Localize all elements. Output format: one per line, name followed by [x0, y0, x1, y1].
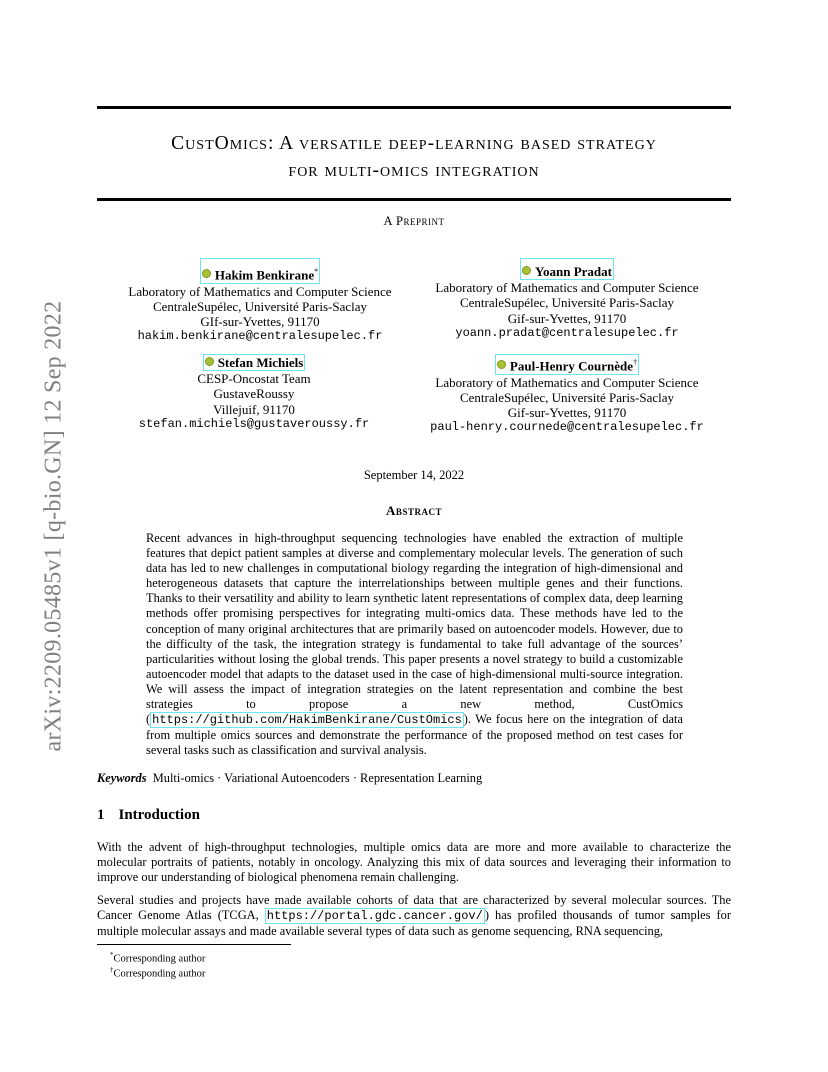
orcid-icon — [522, 266, 531, 275]
author-name-link[interactable] — [203, 354, 306, 371]
author-institution: CentraleSupélec, Université Paris-Saclay — [152, 298, 368, 314]
author-name: Stefan Michiels — [217, 355, 304, 370]
footnote-rule — [97, 944, 291, 945]
author-block-3 — [104, 354, 404, 432]
section-number: 1 — [97, 807, 105, 823]
publication-date: September 14, 2022 — [363, 468, 465, 482]
title-line-1: CustOmics: A versatile deep-learning based strategy — [171, 133, 657, 154]
author-name-link[interactable] — [200, 258, 320, 284]
footnote-text: Corresponding author — [113, 953, 206, 965]
keywords — [97, 771, 482, 786]
author-name-link[interactable] — [520, 258, 614, 280]
author-email[interactable]: stefan.michiels@gustaveroussy.fr — [138, 416, 370, 431]
intro-paragraph-2 — [97, 893, 731, 939]
footnote-2 — [110, 963, 205, 982]
orcid-icon — [202, 269, 211, 278]
author-affiliation: Laboratory of Mathematics and Computer Science — [435, 280, 699, 296]
author-block-2 — [417, 258, 717, 341]
author-name: Yoann Pradat — [535, 264, 612, 279]
preprint-label: A Preprint — [383, 214, 445, 228]
orcid-icon — [205, 357, 214, 366]
intro-paragraph-1: With the advent of high-throughput technologies, multiple omics data are more and more available to characterize the molecular portraits of patients, notably in oncology. Analyzing this mix of data sources and leveraging their information to improve our understanding of biological phenomena remain challenging. — [97, 840, 731, 885]
keywords-label: Keywords — [97, 771, 147, 785]
author-institution: GustaveRoussy — [213, 386, 295, 402]
author-block-1 — [110, 258, 410, 344]
author-institution: CentraleSupélec, Université Paris-Saclay — [459, 389, 675, 405]
author-address: Gif-sur-Yvettes, 91170 — [507, 404, 627, 420]
footnote-mark: † — [110, 966, 114, 974]
intro-text-end: ) has profiled thousands of tumor samples for multiple molecular assays and made available several types of data such as genome sequencing, RNA sequencing, — [97, 908, 732, 939]
author-address: Gif-sur-Yvettes, 91170 — [507, 310, 627, 326]
author-address: Villejuif, 91170 — [213, 401, 295, 417]
abstract-text-end: ). We focus here on the integration of data from multiple omics sources and demonstrate the performance of the proposed method on test cases for several tasks such as classification and survival analysis. — [146, 712, 683, 758]
author-mark: * — [314, 267, 319, 276]
abstract-text: Recent advances in high-throughput sequencing technologies have enabled the extraction of multiple features that depict patient samples at diverse and complementary molecular levels. The generation of such data has led to new challenges in computational biology regarding the integration of high-dimensional and heterogeneous datasets that capture the interrelationships between multiple genes and their functions. Thanks to their versatility and ability to learn synthetic latent representations of complex data, deep learning methods offer promising perspectives for integrating multi-omics data. These methods have led to the conception of many original architectures that are primarily based on autoencoder models. However, due to the difficulty of the task, the integration strategy is fundamental to take full advantage of the sources’ particularities without losing the global trends. This paper presents a novel strategy to build a customizable autoencoder model that adapts to the dataset used in the case of high-dimensional multi-source integration. We will assess the impact of integration strategies on the latent representation and combine the best strategies to propose a new method, CustOmics ( — [146, 531, 683, 727]
orcid-icon — [497, 360, 506, 369]
author-institution: CentraleSupélec, Université Paris-Saclay — [459, 295, 675, 311]
title-top-rule — [97, 106, 731, 109]
intro-text: Several studies and projects have made available cohorts of data that are characterized by several molecular sources. The Cancer Genome Atlas (TCGA, — [97, 893, 731, 923]
author-name-link[interactable] — [495, 354, 639, 375]
footnote-text: Corresponding author — [113, 968, 206, 980]
gdc-portal-link[interactable]: https://portal.gdc.cancer.gov/ — [266, 909, 483, 924]
author-email[interactable]: hakim.benkirane@centralesupelec.fr — [137, 329, 383, 344]
title-line-2: for multi-omics integration — [288, 160, 540, 181]
abstract-heading: Abstract — [386, 503, 442, 518]
author-name: Hakim Benkirane — [214, 267, 315, 283]
author-mark: † — [633, 358, 638, 367]
author-block-4 — [402, 354, 732, 435]
author-affiliation: Laboratory of Mathematics and Computer Science — [128, 283, 392, 299]
author-address: GIf-sur-Yvettes, 91170 — [200, 313, 320, 329]
author-email[interactable]: paul-henry.cournede@centralesupelec.fr — [430, 420, 704, 435]
author-affiliation: CESP-Oncostat Team — [197, 371, 311, 387]
abstract-body — [146, 531, 683, 758]
author-email[interactable]: yoann.pradat@centralesupelec.fr — [455, 325, 679, 340]
author-affiliation: Laboratory of Mathematics and Computer Science — [435, 374, 699, 390]
section-heading — [97, 807, 200, 824]
section-title: Introduction — [118, 807, 200, 823]
title-bottom-rule — [97, 198, 731, 201]
author-name: Paul-Henry Cournède — [509, 358, 634, 374]
arxiv-identifier-text: arXiv:2209.05485v1 [q-bio.GN] 12 Sep 2022 — [40, 300, 67, 752]
footnote-mark: * — [110, 951, 114, 959]
keywords-items: Multi-omics · Variational Autoencoders · Representation Learning — [152, 771, 483, 785]
github-link[interactable]: https://github.com/HakimBenkirane/CustOmics — [152, 713, 462, 728]
